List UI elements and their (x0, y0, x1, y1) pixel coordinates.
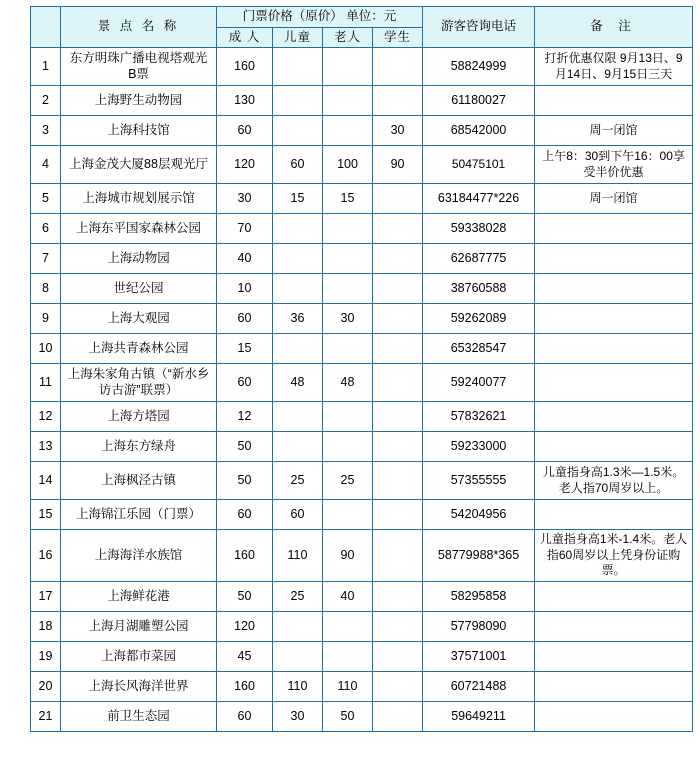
row-phone: 58824999 (423, 48, 535, 86)
row-phone: 63184477*226 (423, 184, 535, 214)
row-adult: 160 (217, 530, 273, 582)
row-adult: 130 (217, 86, 273, 116)
table-row (31, 304, 693, 334)
table-header (31, 7, 693, 48)
row-child (273, 86, 323, 116)
row-old: 15 (323, 184, 373, 214)
row-adult: 70 (217, 214, 273, 244)
header-adult: 成 人 (217, 27, 273, 48)
header-index (31, 7, 61, 48)
row-name: 上海大观园 (61, 304, 217, 334)
row-remark: 儿童指身高1米-1.4米。老人指60周岁以上凭身份证购票。 (535, 530, 693, 582)
row-adult: 10 (217, 274, 273, 304)
row-phone: 38760588 (423, 274, 535, 304)
row-child (273, 402, 323, 432)
row-old: 90 (323, 530, 373, 582)
row-phone: 68542000 (423, 116, 535, 146)
row-child: 110 (273, 672, 323, 702)
row-student (373, 86, 423, 116)
row-remark: 周一闭馆 (535, 116, 693, 146)
row-phone: 58295858 (423, 582, 535, 612)
row-index: 4 (31, 146, 61, 184)
row-index: 11 (31, 364, 61, 402)
row-phone: 50475101 (423, 146, 535, 184)
header-remark: 备 注 (535, 7, 693, 48)
row-index: 20 (31, 672, 61, 702)
row-child: 25 (273, 462, 323, 500)
row-name: 上海海洋水族馆 (61, 530, 217, 582)
row-old (323, 214, 373, 244)
row-index: 21 (31, 702, 61, 732)
row-adult: 60 (217, 702, 273, 732)
table-row (31, 86, 693, 116)
row-phone: 59338028 (423, 214, 535, 244)
row-remark (535, 304, 693, 334)
row-student (373, 432, 423, 462)
row-student (373, 672, 423, 702)
row-student (373, 244, 423, 274)
row-student (373, 274, 423, 304)
row-adult: 40 (217, 244, 273, 274)
row-name: 上海共青森林公园 (61, 334, 217, 364)
row-index: 18 (31, 612, 61, 642)
row-remark (535, 432, 693, 462)
row-child (273, 642, 323, 672)
row-phone: 57355555 (423, 462, 535, 500)
row-old (323, 116, 373, 146)
row-student (373, 364, 423, 402)
row-adult: 45 (217, 642, 273, 672)
row-name: 上海鲜花港 (61, 582, 217, 612)
row-old: 50 (323, 702, 373, 732)
row-old (323, 334, 373, 364)
row-name: 东方明珠广播电视塔观光B票 (61, 48, 217, 86)
row-child (273, 48, 323, 86)
row-child: 36 (273, 304, 323, 334)
row-name: 世纪公园 (61, 274, 217, 304)
row-phone: 59240077 (423, 364, 535, 402)
row-index: 2 (31, 86, 61, 116)
row-remark (535, 334, 693, 364)
row-adult: 160 (217, 672, 273, 702)
table-row (31, 334, 693, 364)
row-name: 上海城市规划展示馆 (61, 184, 217, 214)
row-phone: 59649211 (423, 702, 535, 732)
row-index: 12 (31, 402, 61, 432)
row-remark (535, 702, 693, 732)
row-adult: 50 (217, 432, 273, 462)
row-student (373, 402, 423, 432)
row-name: 上海金茂大厦88层观光厅 (61, 146, 217, 184)
row-remark: 周一闭馆 (535, 184, 693, 214)
row-child: 60 (273, 146, 323, 184)
table-row (31, 184, 693, 214)
table-row (31, 672, 693, 702)
header-child: 儿童 (273, 27, 323, 48)
row-student (373, 48, 423, 86)
row-phone: 58779988*365 (423, 530, 535, 582)
row-child (273, 116, 323, 146)
row-name: 上海动物园 (61, 244, 217, 274)
row-index: 9 (31, 304, 61, 334)
row-name: 上海锦江乐园（门票） (61, 500, 217, 530)
row-phone: 61180027 (423, 86, 535, 116)
row-adult: 60 (217, 364, 273, 402)
header-student: 学生 (373, 27, 423, 48)
row-index: 15 (31, 500, 61, 530)
row-index: 8 (31, 274, 61, 304)
header-price-group: 门票价格（原价） 单位：元 (217, 7, 423, 28)
row-remark (535, 582, 693, 612)
table-body (31, 48, 693, 732)
row-name: 上海都市菜园 (61, 642, 217, 672)
row-adult: 12 (217, 402, 273, 432)
header-row-1 (31, 7, 693, 28)
row-child (273, 274, 323, 304)
row-old: 100 (323, 146, 373, 184)
row-old (323, 86, 373, 116)
row-remark (535, 642, 693, 672)
row-index: 3 (31, 116, 61, 146)
row-student (373, 184, 423, 214)
row-index: 7 (31, 244, 61, 274)
row-child (273, 214, 323, 244)
row-phone: 60721488 (423, 672, 535, 702)
row-phone: 65328547 (423, 334, 535, 364)
table-row (31, 274, 693, 304)
row-adult: 120 (217, 146, 273, 184)
row-child: 48 (273, 364, 323, 402)
row-name: 上海长风海洋世界 (61, 672, 217, 702)
table-row (31, 214, 693, 244)
row-name: 上海科技馆 (61, 116, 217, 146)
header-name: 景 点 名 称 (61, 7, 217, 48)
row-child: 15 (273, 184, 323, 214)
row-phone: 37571001 (423, 642, 535, 672)
row-remark (535, 86, 693, 116)
row-remark: 打折优惠仅限 9月13日、9月14日、9月15日三天 (535, 48, 693, 86)
table-row (31, 612, 693, 642)
row-student (373, 334, 423, 364)
row-old (323, 642, 373, 672)
row-child: 110 (273, 530, 323, 582)
row-index: 16 (31, 530, 61, 582)
table-row (31, 642, 693, 672)
table-row (31, 244, 693, 274)
row-name: 上海月湖雕塑公园 (61, 612, 217, 642)
row-adult: 120 (217, 612, 273, 642)
row-old (323, 274, 373, 304)
table-row (31, 432, 693, 462)
row-child (273, 432, 323, 462)
row-name: 上海东平国家森林公园 (61, 214, 217, 244)
row-phone: 54204956 (423, 500, 535, 530)
row-child: 25 (273, 582, 323, 612)
row-student (373, 642, 423, 672)
row-index: 1 (31, 48, 61, 86)
row-old: 48 (323, 364, 373, 402)
row-student (373, 612, 423, 642)
row-child (273, 334, 323, 364)
row-adult: 60 (217, 500, 273, 530)
row-name: 上海朱家角古镇（“新水乡访古游”联票） (61, 364, 217, 402)
row-remark (535, 672, 693, 702)
row-name: 上海方塔园 (61, 402, 217, 432)
row-index: 19 (31, 642, 61, 672)
row-phone: 59233000 (423, 432, 535, 462)
row-child: 60 (273, 500, 323, 530)
row-name: 前卫生态园 (61, 702, 217, 732)
row-remark (535, 274, 693, 304)
row-adult: 30 (217, 184, 273, 214)
row-adult: 60 (217, 304, 273, 334)
row-old (323, 500, 373, 530)
row-student (373, 530, 423, 582)
table-row (31, 530, 693, 582)
row-child (273, 244, 323, 274)
row-index: 14 (31, 462, 61, 500)
table-row (31, 146, 693, 184)
table-row (31, 702, 693, 732)
row-index: 17 (31, 582, 61, 612)
row-phone: 57832621 (423, 402, 535, 432)
ticket-price-table (30, 6, 693, 732)
row-index: 5 (31, 184, 61, 214)
row-old: 25 (323, 462, 373, 500)
row-old: 110 (323, 672, 373, 702)
table-row (31, 364, 693, 402)
row-index: 6 (31, 214, 61, 244)
row-student (373, 702, 423, 732)
row-old (323, 402, 373, 432)
row-remark: 上午8：30到下午16：00享受半价优惠 (535, 146, 693, 184)
row-remark (535, 214, 693, 244)
row-phone: 57798090 (423, 612, 535, 642)
row-remark (535, 612, 693, 642)
row-student: 30 (373, 116, 423, 146)
row-student (373, 582, 423, 612)
header-old: 老人 (323, 27, 373, 48)
row-adult: 160 (217, 48, 273, 86)
row-student (373, 304, 423, 334)
row-old: 30 (323, 304, 373, 334)
row-child: 30 (273, 702, 323, 732)
table-row (31, 402, 693, 432)
row-remark (535, 364, 693, 402)
row-name: 上海野生动物园 (61, 86, 217, 116)
row-name: 上海东方绿舟 (61, 432, 217, 462)
row-student: 90 (373, 146, 423, 184)
row-old (323, 244, 373, 274)
row-student (373, 462, 423, 500)
row-old (323, 432, 373, 462)
row-remark (535, 402, 693, 432)
row-name: 上海枫泾古镇 (61, 462, 217, 500)
table-row (31, 500, 693, 530)
ticket-price-sheet (30, 6, 692, 732)
row-adult: 50 (217, 582, 273, 612)
table-row (31, 48, 693, 86)
row-index: 13 (31, 432, 61, 462)
table-row (31, 116, 693, 146)
table-row (31, 582, 693, 612)
row-adult: 60 (217, 116, 273, 146)
row-remark (535, 244, 693, 274)
row-phone: 62687775 (423, 244, 535, 274)
row-old (323, 48, 373, 86)
table-row (31, 462, 693, 500)
row-old: 40 (323, 582, 373, 612)
row-adult: 15 (217, 334, 273, 364)
row-remark: 儿童指身高1.3米—1.5米。老人指70周岁以上。 (535, 462, 693, 500)
row-phone: 59262089 (423, 304, 535, 334)
row-index: 10 (31, 334, 61, 364)
row-adult: 50 (217, 462, 273, 500)
row-remark (535, 500, 693, 530)
row-student (373, 214, 423, 244)
row-old (323, 612, 373, 642)
row-student (373, 500, 423, 530)
header-phone: 游客咨询电话 (423, 7, 535, 48)
row-child (273, 612, 323, 642)
